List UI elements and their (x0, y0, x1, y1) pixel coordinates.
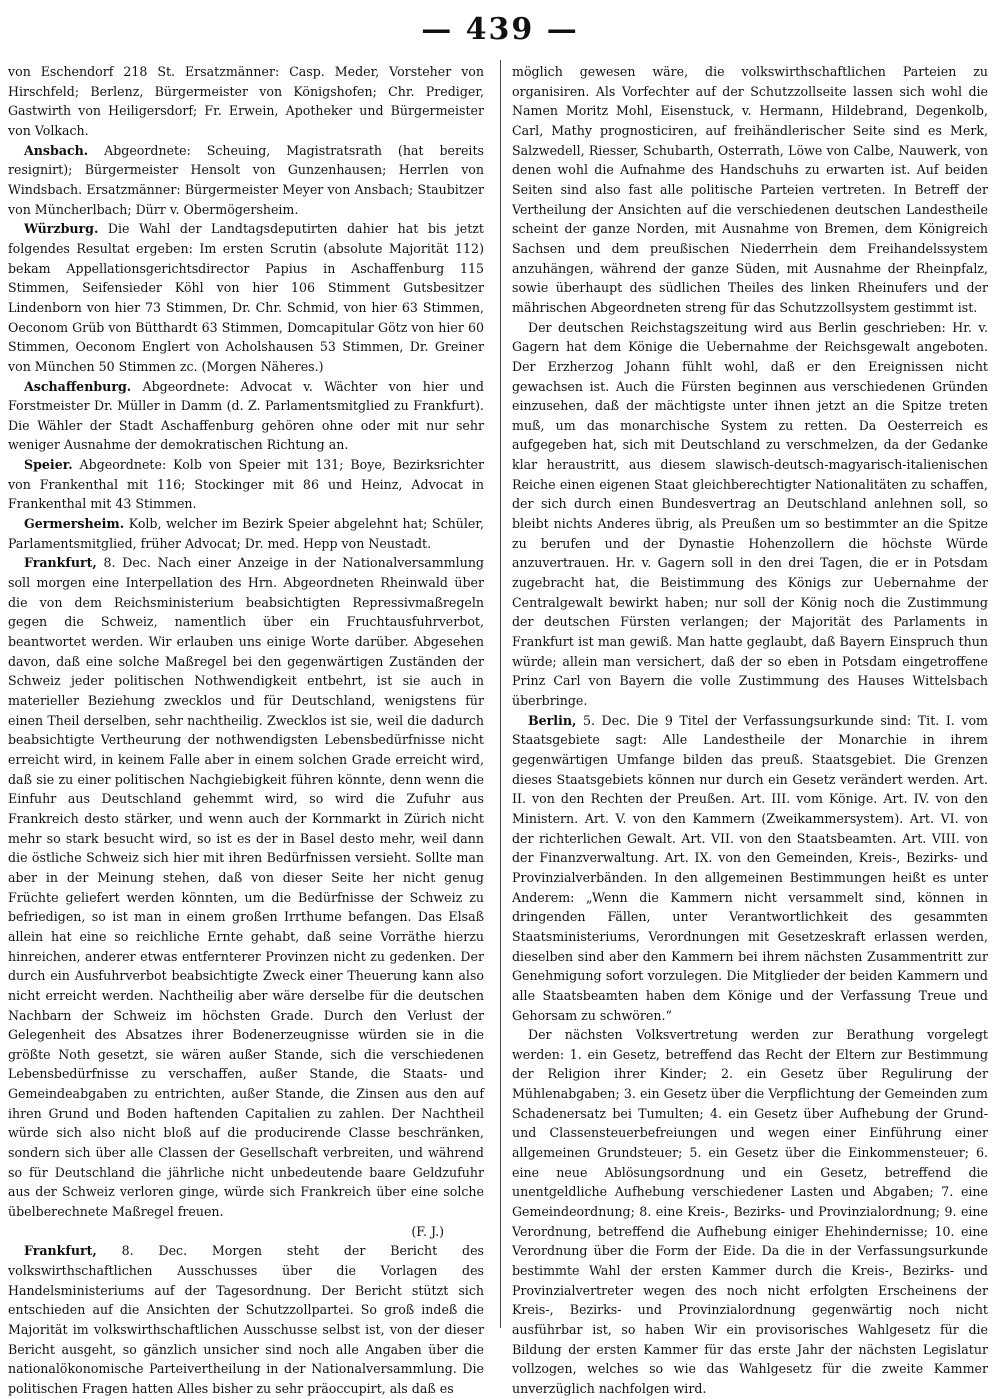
article-paragraph (8, 62, 484, 141)
paragraph-text: 8. Dec. Morgen steht der Bericht des volkswirthschaftlichen Ausschusses über die Vorlagen des Handelsministeriums auf der Tagesordnung. Der Bericht stützt sich entschieden auf die Ansichten der Schutzzollpartei. So groß indeß die Majorität im volkswirthschaftlichen Ausschusse selbst ist, von der dieser Bericht ausgeht, so gänzlich unsicher sind noch alle Angaben über die nationalökonomische Parteivertheilung in der Nationalversammlung. Die politischen Fragen hatten Alles bisher zu sehr präoccupirt, als daß es (8, 1243, 484, 1396)
dateline-place: Ansbach. (24, 142, 89, 158)
paragraph-text: Abgeordnete: Kolb von Speier mit 131; Boye, Bezirksrichter von Frankenthal mit 116; Stockinger mit 86 und Heinz, Advocat in Frankenthal mit 43 Stimmen. (8, 457, 484, 512)
dateline-place: Frankfurt, (24, 1243, 97, 1259)
article-paragraph (8, 514, 484, 553)
column-divider (500, 60, 501, 1328)
right-column (512, 62, 988, 1396)
paragraph-text: (F. J.) (411, 1223, 444, 1239)
article-paragraph (512, 711, 988, 1026)
paragraph-text: Die Wahl der Landtagsdeputirten dahier hat bis jetzt folgendes Resultat ergeben: Im ersten Scrutin (absolute Majorität 112) bekam Appellationsgerichtsdirector Papius in Aschaffenburg 115 Stimmen, Seifensieder Köhl von hier 106 Stimment Gutsbesitzer Lindenborn von hier 73 Stimmen, Dr. Chr. Schmid, von hier 63 Stimmen, Oeconom Grüb von Bütthardt 63 Stimmen, Domcapitular Götz von hier 60 Stimmen, Oeconom Englert von Acholshausen 53 Stimmen, Dr. Greiner von München 50 Stimmen zc. (Morgen Näheres.) (8, 221, 484, 374)
paragraph-text: Abgeordnete: Scheuing, Magistratsrath (hat bereits resignirt); Bürgermeister Hensolt von Gunzenhausen; Herrlen von Windsbach. Ersatzmänner: Bürgermeister Meyer von Ansbach; Staubitzer von Müncherlbach; Dürr v. Obermögersheim. (8, 142, 484, 217)
dateline-place: Frankfurt, (24, 555, 97, 571)
dateline-place: Berlin, (528, 712, 577, 728)
article-paragraph (8, 1241, 484, 1398)
paragraph-text: möglich gewesen wäre, die volkswirthschaftlichen Parteien zu organisiren. Als Vorfechter auf der Schutzzollseite lassen sich wohl die Namen Moritz Mohl, Eisenstuck, v. Hermann, Hildebrand, Degenkolb, Carl, Mathy prognosticiren, auf freihändlerischer Seite sind es Merk, Salzwedell, Riesser, Schubarth, Osterrath, Löwe von Calbe, Nauwerk, von denen wohl die Aufnahme des Handschuhs zu erwarten ist. Auf beiden Seiten sind also fast alle politische Parteien vertreten. In Betreff der Vertheilung der Ansichten auf die verschiedenen deutschen Landestheile scheint der ganze Norden, mit Ausnahme von Bremen, dem Königreich Sachsen und dem preußischen Niederrhein dem Freihandelssystem anzuhängen, während der ganze Süden, mit Ausnahme der Rheinpfalz, sowie überhaupt des südlichen Theiles des linken Rheinufers und der mährischen Abgeordneten streng für das Schutzzollsystem gestimmt ist. (512, 64, 988, 315)
paragraph-text: 8. Dec. Nach einer Anzeige in der Nationalversammlung soll morgen eine Interpellation des Hrn. Abgeordneten Rheinwald über die von dem Reichsministerium beabsichtigten Repressivmaßregeln gegen die Schweiz, namentlich über ein Fruchtausfuhrverbot, beantwortet werden. Wir erlauben uns einige Worte darüber. Abgesehen davon, daß eine solche Maßregel bei den gegenwärtigen Zuständen der Schweiz jeder politischen Nothwendigkeit entbehrt, ist sie auch in materieller Beziehung zwecklos und für Deutschland, wenigstens für einen Theil derselben, sehr nachtheilig. Zwecklos ist sie, weil die dadurch beabsichtigte Vertheurung der nothwendigsten Lebensbedürfnisse nicht erreicht wird, in keinem Falle aber in einem solchen Grade erreicht wird, daß sie zu einer politischen Nachgiebigkeit führen könnte, denn wenn die Einfuhr aus Deutschland gehemmt wird, so wird die Zufuhr aus Frankreich desto stärker, und wenn auch der Kornmarkt in Zürich nicht mehr so stark besucht wird, so ist es der in Basel desto mehr, weil dann die östliche Schweiz sich hier mit ihren Bedürfnissen versieht. Sollte man aber in der Meinung stehen, daß von dieser Seite her nicht genug Früchte geliefert werden könnten, um die Bedürfnisse der Schweiz zu befriedigen, so ist man in einem großen Irrthume befangen. Das Elsaß allein hat eine so reichliche Ernte gehabt, daß seine Vorräthe hierzu hinreichen, anderer etwas entfernterer Provinzen nicht zu gedenken. Der durch ein Ausfuhrverbot beabsichtigte Zweck einer Theuerung kann also nicht erreicht werden. Nachtheilig aber wäre derselbe für die deutschen Nachbarn der Schweiz im höchsten Grade. Durch den Verlust der Gelegenheit des Absatzes ihrer Bodenerzeugnisse würden sie in die größte Noth gesetzt, sie wären außer Stande, sich die verschiedenen Lebensbedürfnisse zu verschaffen, außer Stande, die Staats- und Gemeindeabgaben zu entrichten, außer Stande, die Zinsen aus den auf ihren Grund und Boden haftenden Capitalien zu zahlen. Der Nachtheil würde sich also nicht bloß auf die producirende Classe beschränken, sondern sich über alle Classen der Gesellschaft verbreiten, und während so für Deutschland die jährliche nicht unbedeutende baare Geldzufuhr aus der Schweiz verloren ginge, würde sich Frankreich über eine solche übelberechnete Maßregel freuen. (8, 555, 484, 1220)
paragraph-text: Der nächsten Volksvertretung werden zur Berathung vorgelegt werden: 1. ein Gesetz, betreffend das Recht der Eltern zur Bestimmung der Religion ihrer Kinder; 2. ein Gesetz über Regulirung der Mühlenabgaben; 3. ein Gesetz über die Verpflichtung der Gemeinden zum Schadenersatz bei Tumulten; 4. ein Gesetz über Aufhebung der Grund- und Classensteuerbefreiungen und wegen einer Einführung einer allgemeinen Grundsteuer; 5. ein Gesetz über die Einkommensteuer; 6. eine neue Ablösungsordnung und ein Gesetz, betreffend die unentgeldliche Aufhebung verschiedener Lasten und Abgaben; 7. eine Gemeindeordnung; 8. eine Kreis-, Bezirks- und Provinzialordnung; 9. eine Verordnung, betreffend die Aufhebung einiger Ehehindernisse; 10. eine Verordnung über die Form der Eide. Da die in der Verfassungsurkunde bestimmte Wahl der ersten Kammer durch die Kreis-, Bezirks- und Provinzialvertreter wegen des noch nicht erfolgten Erscheinens der Kreis-, Bezirks- und Provinzialordnung gegenwärtig noch nicht ausführbar ist, so haben Wir ein provisorisches Wahlgesetz für die Bildung der ersten Kammer für das erste Jahr der nächsten Legislatur vollzogen, welches so wie das Wahlgesetz für die zweite Kammer unverzüglich nachfolgen wird. (512, 1027, 988, 1396)
paragraph-text: Der deutschen Reichstagszeitung wird aus Berlin geschrieben: Hr. v. Gagern hat dem Könige die Uebernahme der Reichsgewalt angeboten. Der Erzherzog Johann fühlt wohl, daß er den Ereignissen nicht gewachsen ist. Auch die Fürsten beginnen aus verschiedenen Gründen einzusehen, daß der mächtigste unter ihnen jetzt an die Spitze treten muß, um das monarchische System zu retten. Da Oesterreich es aufgegeben hat, sich mit Deutschland zu verschmelzen, da der Gedanke klar heraustritt, aus diesem slawisch-deutsch-magyarisch-italienischen Reiche einen eigenen Staat gleichberechtigter Nationalitäten zu schaffen, der sich durch einen Bundesvertrag an Deutschland anlehnen soll, so bleibt nichts Anderes übrig, als Preußen um so bestimmter an die Spitze zu berufen und der Dynastie Hohenzollern die höchste Würde anzuvertrauen. Hr. v. Gagern soll in den drei Tagen, die er in Potsdam zugebracht hat, die Beistimmung des Königs zur Uebernahme der Centralgewalt bewirkt haben; nur soll der König noch die Zustimmung der deutschen Fürsten verlangen; der Majorität des Parlaments in Frankfurt ist man gewiß. Man hatte geglaubt, daß Bayern Einspruch thun würde; allein man versichert, daß der so eben in Potsdam eingetroffene Prinz Carl von Bayern die volle Zustimmung des Hauses Wittelsbach überbringe. (512, 319, 988, 708)
paragraph-text: Kolb, welcher im Bezirk Speier abgelehnt hat; Schüler, Parlamentsmitglied, früher Advocat; Dr. med. Hepp von Neustadt. (8, 516, 484, 551)
dateline-place: Speier. (24, 457, 73, 473)
article-paragraph (8, 1222, 484, 1242)
paragraph-text: von Eschendorf 218 St. Ersatzmänner: Casp. Meder, Vorsteher von Hirschfeld; Berlenz, Bürgermeister von Königshofen; Chr. Prediger, Gastwirth von Heiligersdorf; Fr. Erwein, Apotheker und Bürgermeister von Volkach. (8, 64, 484, 138)
article-paragraph (8, 377, 484, 456)
article-paragraph (8, 141, 484, 220)
article-paragraph (512, 62, 988, 318)
dateline-place: Aschaffenburg. (24, 378, 132, 394)
article-paragraph (8, 219, 484, 376)
paragraph-text: Abgeordnete: Advocat v. Wächter von hier und Forstmeister Dr. Müller in Damm (d. Z. Parlamentsmitglied zu Frankfurt). Die Wähler der Stadt Aschaffenburg gehören ohne oder mit nur sehr weniger Ausnahme der demokratischen Richtung an. (8, 378, 484, 453)
article-paragraph (8, 455, 484, 514)
article-paragraph (512, 1025, 988, 1398)
article-paragraph (512, 318, 988, 711)
paragraph-text: 5. Dec. Die 9 Titel der Verfassungsurkunde sind: Tit. I. vom Staatsgebiete sagt: Alle Landestheile der Monarchie in ihrem gegenwärtigen Umfange bilden das preuß. Staatsgebiet. Die Grenzen dieses Staatsgebiets können nur durch ein Gesetz verändert werden. Art. II. von den Rechten der Preußen. Art. III. vom Könige. Art. IV. von den Ministern. Art. V. von den Kammern (Zweikammersystem). Art. VI. von der richterlichen Gewalt. Art. VII. von den Staatsbeamten. Art. VIII. von der Finanzverwaltung. Art. IX. von den Gemeinden, Kreis-, Bezirks- und Provinzialverbänden. In den allgemeinen Bestimmungen heißt es unter Anderem: „Wenn die Kammern nicht versammelt sind, können in dringenden Fällen, unter Verantwortlichkeit des gesammten Staatsministeriums, Verordnungen mit Gesetzeskraft erlassen werden, dieselben sind aber den Kammern bei ihrem nächsten Zusammentritt zur Genehmigung sofort vorzulegen. Die Mitglieder der beiden Kammern und alle Staatsbeamten haben dem Könige und der Verfassung Treue und Gehorsam zu schwören.“ (512, 712, 988, 1023)
page-number: — 439 — (421, 12, 579, 47)
article-paragraph (8, 553, 484, 1221)
dateline-place: Würzburg. (24, 221, 99, 237)
left-column (8, 62, 484, 1396)
dateline-place: Germersheim. (24, 516, 125, 532)
